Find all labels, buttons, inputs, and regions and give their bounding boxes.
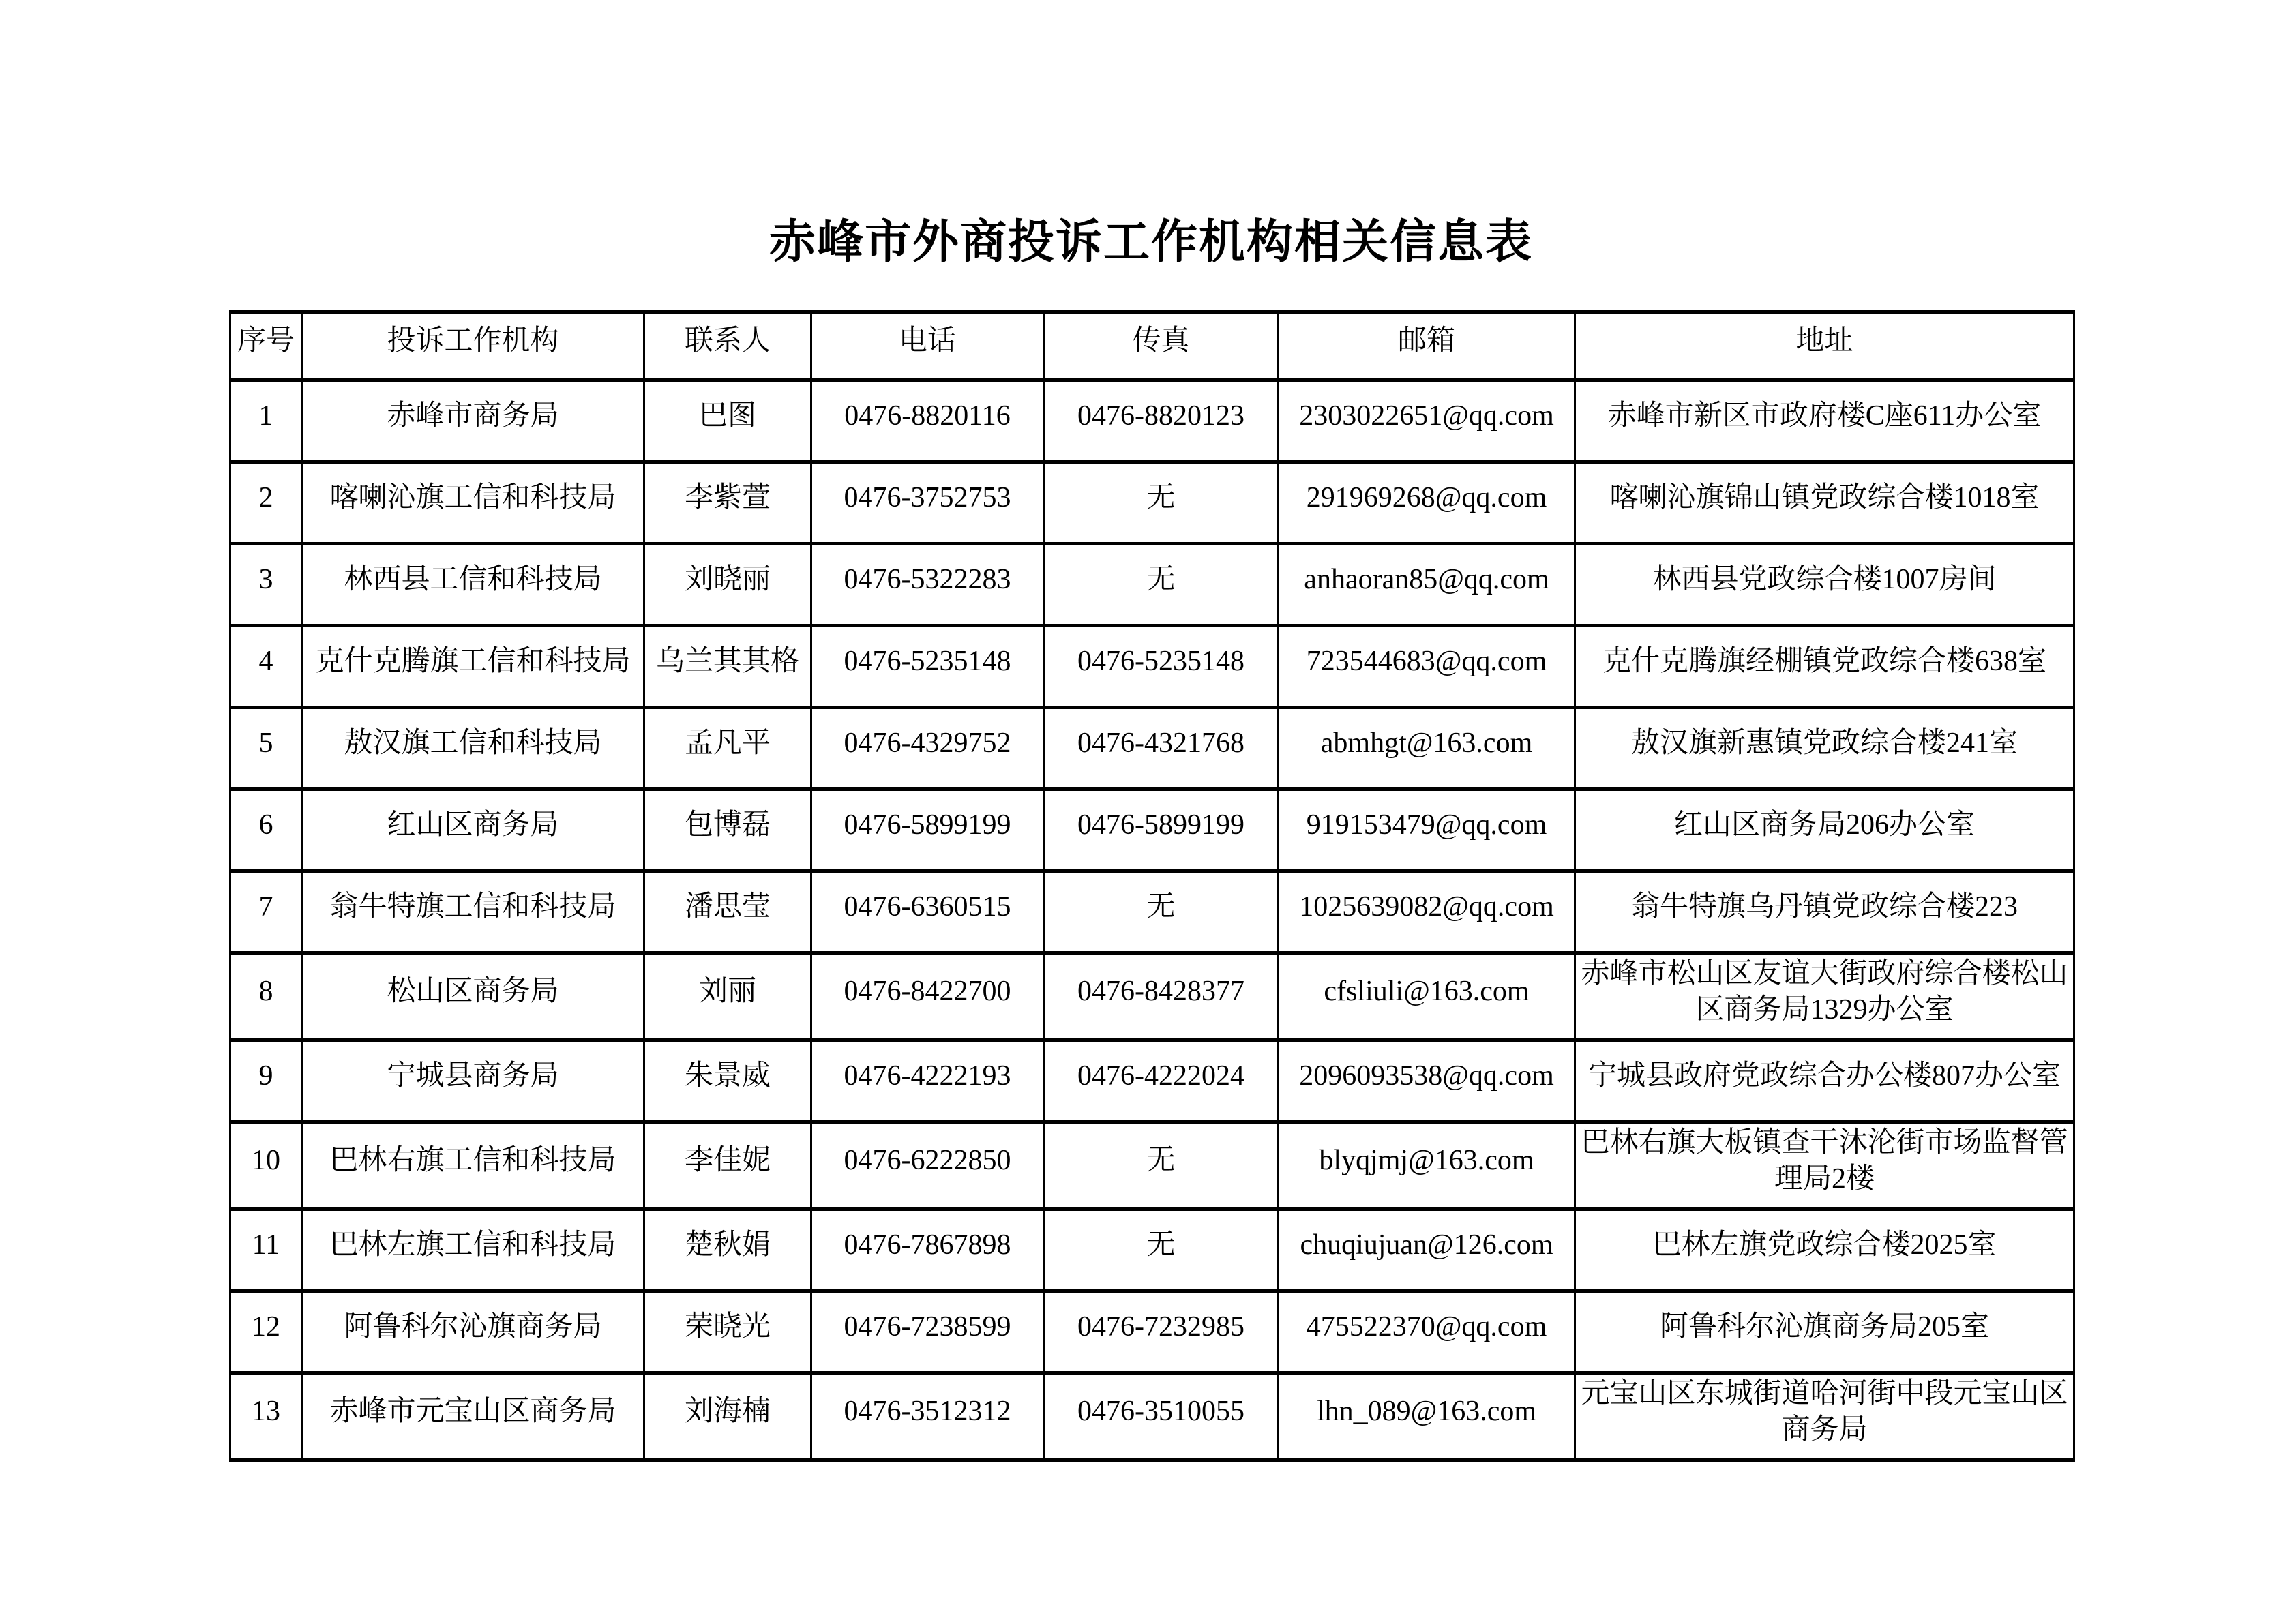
cell-phone: 0476-5322283: [811, 544, 1044, 626]
column-header-index: 序号: [230, 312, 302, 380]
cell-institution: 林西县工信和科技局: [302, 544, 644, 626]
column-header-fax: 传真: [1044, 312, 1279, 380]
cell-email: 723544683@qq.com: [1279, 626, 1575, 708]
cell-contact: 乌兰其其格: [644, 626, 811, 708]
cell-index: 3: [230, 544, 302, 626]
column-header-email: 邮箱: [1279, 312, 1575, 380]
cell-institution: 阿鲁科尔沁旗商务局: [302, 1291, 644, 1373]
cell-phone: 0476-5899199: [811, 790, 1044, 871]
cell-index: 5: [230, 708, 302, 790]
table-row: [230, 790, 2074, 871]
cell-address: 翁牛特旗乌丹镇党政综合楼223: [1575, 871, 2074, 953]
cell-phone: 0476-7867898: [811, 1210, 1044, 1291]
cell-institution: 克什克腾旗工信和科技局: [302, 626, 644, 708]
cell-phone: 0476-3512312: [811, 1373, 1044, 1460]
column-header-address: 地址: [1575, 312, 2074, 380]
column-header-phone: 电话: [811, 312, 1044, 380]
cell-email: 919153479@qq.com: [1279, 790, 1575, 871]
cell-fax: 无: [1044, 544, 1279, 626]
table-row: [230, 1040, 2074, 1122]
cell-fax: 0476-8428377: [1044, 953, 1279, 1040]
cell-institution: 巴林右旗工信和科技局: [302, 1122, 644, 1210]
cell-fax: 0476-4321768: [1044, 708, 1279, 790]
cell-institution: 赤峰市元宝山区商务局: [302, 1373, 644, 1460]
cell-phone: 0476-4329752: [811, 708, 1044, 790]
cell-fax: 0476-5235148: [1044, 626, 1279, 708]
cell-address: 元宝山区东城街道哈河街中段元宝山区商务局: [1575, 1373, 2074, 1460]
cell-contact: 孟凡平: [644, 708, 811, 790]
cell-phone: 0476-4222193: [811, 1040, 1044, 1122]
cell-fax: 0476-5899199: [1044, 790, 1279, 871]
cell-phone: 0476-5235148: [811, 626, 1044, 708]
table-row: [230, 1210, 2074, 1291]
table-body: [230, 380, 2074, 1460]
cell-fax: 无: [1044, 1210, 1279, 1291]
cell-index: 7: [230, 871, 302, 953]
cell-contact: 楚秋娟: [644, 1210, 811, 1291]
cell-fax: 0476-4222024: [1044, 1040, 1279, 1122]
page-title: 赤峰市外商投诉工作机构相关信息表: [769, 216, 1533, 268]
cell-address: 克什克腾旗经棚镇党政综合楼638室: [1575, 626, 2074, 708]
cell-index: 4: [230, 626, 302, 708]
cell-index: 10: [230, 1122, 302, 1210]
column-header-institution: 投诉工作机构: [302, 312, 644, 380]
cell-address: 巴林左旗党政综合楼2025室: [1575, 1210, 2074, 1291]
cell-contact: 巴图: [644, 380, 811, 462]
cell-email: 2096093538@qq.com: [1279, 1040, 1575, 1122]
cell-contact: 李佳妮: [644, 1122, 811, 1210]
cell-institution: 敖汉旗工信和科技局: [302, 708, 644, 790]
cell-address: 赤峰市松山区友谊大街政府综合楼松山区商务局1329办公室: [1575, 953, 2074, 1040]
cell-email: anhaoran85@qq.com: [1279, 544, 1575, 626]
cell-contact: 刘丽: [644, 953, 811, 1040]
cell-email: abmhgt@163.com: [1279, 708, 1575, 790]
cell-institution: 喀喇沁旗工信和科技局: [302, 462, 644, 544]
cell-contact: 李紫萱: [644, 462, 811, 544]
cell-index: 11: [230, 1210, 302, 1291]
cell-email: 1025639082@qq.com: [1279, 871, 1575, 953]
table-row: [230, 1122, 2074, 1210]
cell-institution: 巴林左旗工信和科技局: [302, 1210, 644, 1291]
cell-phone: 0476-7238599: [811, 1291, 1044, 1373]
cell-phone: 0476-8422700: [811, 953, 1044, 1040]
cell-address: 敖汉旗新惠镇党政综合楼241室: [1575, 708, 2074, 790]
cell-phone: 0476-8820116: [811, 380, 1044, 462]
cell-fax: 0476-3510055: [1044, 1373, 1279, 1460]
cell-email: blyqjmj@163.com: [1279, 1122, 1575, 1210]
cell-phone: 0476-6360515: [811, 871, 1044, 953]
cell-index: 12: [230, 1291, 302, 1373]
cell-email: lhn_089@163.com: [1279, 1373, 1575, 1460]
table-row: [230, 626, 2074, 708]
cell-address: 阿鲁科尔沁旗商务局205室: [1575, 1291, 2074, 1373]
cell-address: 宁城县政府党政综合办公楼807办公室: [1575, 1040, 2074, 1122]
cell-index: 9: [230, 1040, 302, 1122]
table-row: [230, 953, 2074, 1040]
cell-address: 巴林右旗大板镇查干沐沦街市场监督管理局2楼: [1575, 1122, 2074, 1210]
table-row: [230, 380, 2074, 462]
complaint-institutions-table: [229, 310, 2075, 1462]
table-row: [230, 462, 2074, 544]
cell-fax: 0476-8820123: [1044, 380, 1279, 462]
cell-contact: 潘思莹: [644, 871, 811, 953]
cell-institution: 松山区商务局: [302, 953, 644, 1040]
cell-fax: 无: [1044, 462, 1279, 544]
cell-address: 喀喇沁旗锦山镇党政综合楼1018室: [1575, 462, 2074, 544]
cell-address: 林西县党政综合楼1007房间: [1575, 544, 2074, 626]
cell-address: 赤峰市新区市政府楼C座611办公室: [1575, 380, 2074, 462]
cell-address: 红山区商务局206办公室: [1575, 790, 2074, 871]
cell-index: 1: [230, 380, 302, 462]
cell-index: 8: [230, 953, 302, 1040]
cell-contact: 刘晓丽: [644, 544, 811, 626]
table-row: [230, 871, 2074, 953]
table-row: [230, 544, 2074, 626]
cell-email: cfsliuli@163.com: [1279, 953, 1575, 1040]
cell-index: 13: [230, 1373, 302, 1460]
table-row: [230, 1291, 2074, 1373]
cell-fax: 0476-7232985: [1044, 1291, 1279, 1373]
cell-email: 291969268@qq.com: [1279, 462, 1575, 544]
cell-phone: 0476-6222850: [811, 1122, 1044, 1210]
cell-institution: 翁牛特旗工信和科技局: [302, 871, 644, 953]
table-header-row: [230, 312, 2074, 380]
cell-index: 6: [230, 790, 302, 871]
cell-fax: 无: [1044, 871, 1279, 953]
cell-index: 2: [230, 462, 302, 544]
cell-institution: 赤峰市商务局: [302, 380, 644, 462]
table-row: [230, 1373, 2074, 1460]
cell-contact: 刘海楠: [644, 1373, 811, 1460]
cell-institution: 红山区商务局: [302, 790, 644, 871]
cell-contact: 朱景威: [644, 1040, 811, 1122]
cell-email: chuqiujuan@126.com: [1279, 1210, 1575, 1291]
header-row: [230, 312, 2074, 380]
cell-email: 2303022651@qq.com: [1279, 380, 1575, 462]
cell-phone: 0476-3752753: [811, 462, 1044, 544]
cell-email: 475522370@qq.com: [1279, 1291, 1575, 1373]
cell-contact: 包博磊: [644, 790, 811, 871]
cell-contact: 荣晓光: [644, 1291, 811, 1373]
cell-fax: 无: [1044, 1122, 1279, 1210]
table-row: [230, 708, 2074, 790]
column-header-contact: 联系人: [644, 312, 811, 380]
cell-institution: 宁城县商务局: [302, 1040, 644, 1122]
